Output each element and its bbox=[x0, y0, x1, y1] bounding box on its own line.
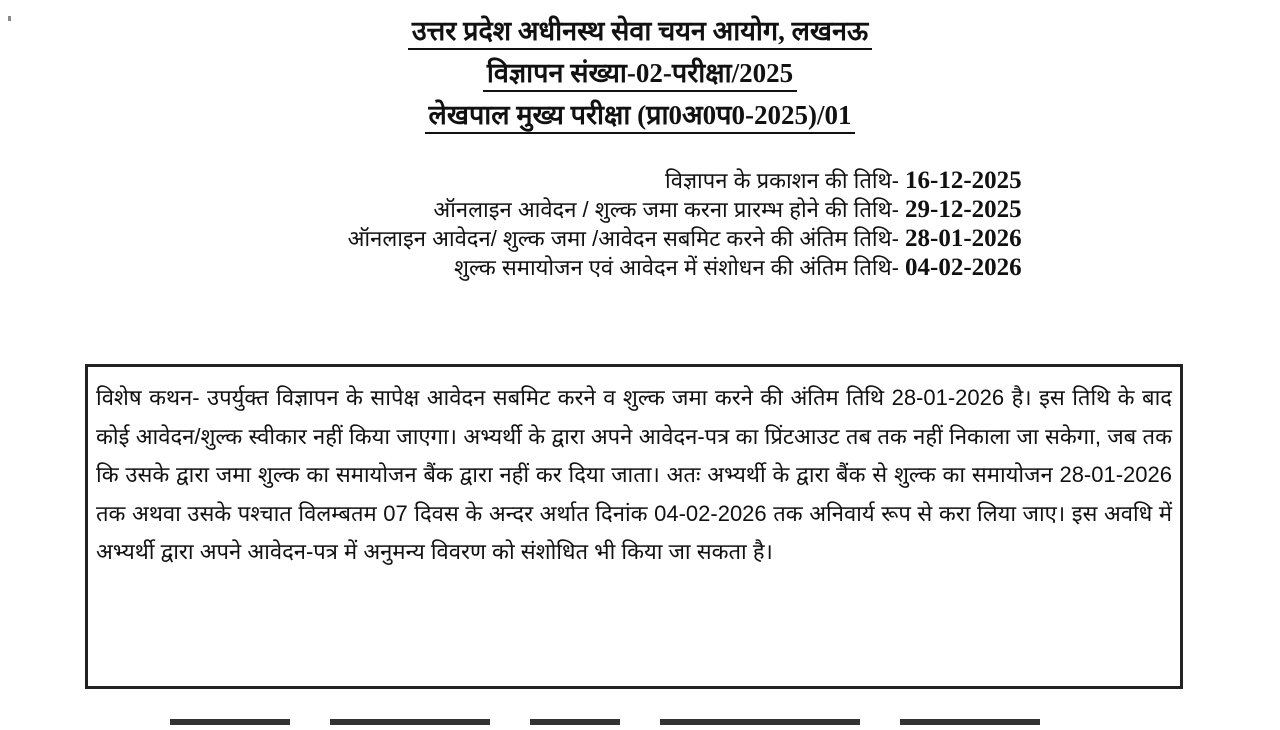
exam-title: लेखपाल मुख्य परीक्षा (प्रा0अ0प0-2025)/01 bbox=[425, 98, 856, 134]
date-value: 16-12-2025 bbox=[905, 167, 1022, 194]
date-value: 29-12-2025 bbox=[905, 196, 1022, 223]
date-label: विज्ञापन के प्रकाशन की तिथि- bbox=[665, 168, 899, 193]
date-row bbox=[348, 253, 1045, 282]
document-header bbox=[0, 14, 1280, 140]
date-label: शुल्क समायोजन एवं आवेदन में संशोधन की अंतिम तिथि- bbox=[454, 255, 899, 280]
organization-title: उत्तर प्रदेश अधीनस्थ सेवा चयन आयोग, लखनऊ bbox=[408, 14, 872, 50]
date-label: ऑनलाइन आवेदन/ शुल्क जमा /आवेदन सबमिट करने की अंतिम तिथि- bbox=[347, 226, 899, 251]
date-value: 28-01-2026 bbox=[905, 225, 1022, 252]
date-row bbox=[348, 195, 1045, 224]
date-label: ऑनलाइन आवेदन / शुल्क जमा करना प्रारम्भ होने की तिथि- bbox=[433, 197, 899, 222]
date-value: 04-02-2026 bbox=[905, 254, 1022, 281]
date-row bbox=[348, 224, 1045, 253]
cut-off-next-line bbox=[170, 712, 1100, 722]
special-notice-text: विशेष कथन- उपर्युक्त विज्ञापन के सापेक्ष आवेदन सबमिट करने व शुल्क जमा करने की अंतिम तिथि 28-01-2026 है। इस तिथि के बाद कोई आवेदन/शुल्क स्वीकार नहीं किया जाएगा। अभ्यर्थी के द्वारा अपने आवेदन-पत्र का प्रिंटआउट तब तक नहीं निकाला जा सकेगा, जब तक कि उसके द्वारा जमा शुल्क का समायोजन बैंक द्वारा नहीं कर दिया जाता। अतः अभ्यर्थी के द्वारा बैंक से शुल्क का समायोजन 28-01-2026 तक अथवा उसके पश्चात विलम्बतम 07 दिवस के अन्दर अर्थात दिनांक 04-02-2026 तक अनिवार्य रूप से करा लिया जाए। इस अवधि में अभ्यर्थी द्वारा अपने आवेदन-पत्र में अनुमन्य विवरण को संशोधित भी किया जा सकता है। bbox=[96, 385, 1172, 564]
important-dates bbox=[348, 166, 1045, 282]
special-notice-box bbox=[85, 364, 1183, 689]
date-row bbox=[348, 166, 1045, 195]
advertisement-number: विज्ञापन संख्या-02-परीक्षा/2025 bbox=[483, 56, 797, 92]
